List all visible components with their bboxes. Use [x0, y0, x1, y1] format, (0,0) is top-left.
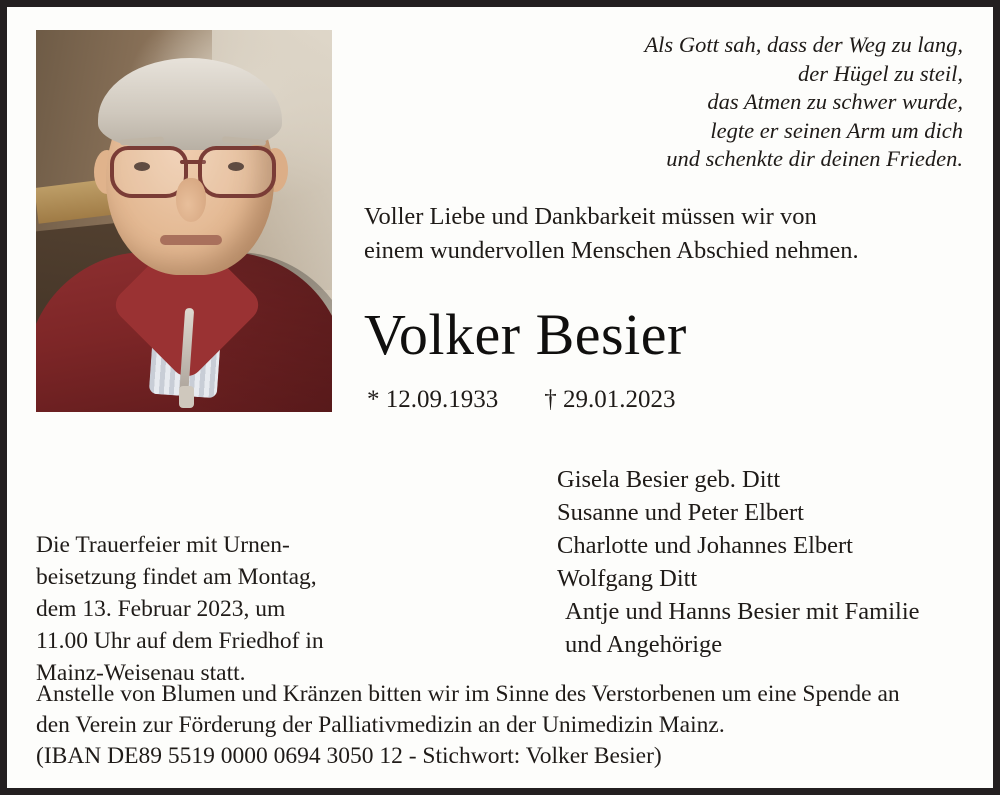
- ceremony-details: [36, 529, 366, 689]
- right-lens: [198, 146, 276, 198]
- survivor-name: Charlotte und Johannes Elbert: [557, 532, 853, 559]
- death-date: † 29.01.2023: [544, 386, 676, 413]
- donation-line: (IBAN DE89 5519 0000 0694 3050 12 - Stichwort: Volker Besier): [36, 743, 662, 769]
- ceremony-line: beisetzung findet am Montag,: [36, 564, 317, 590]
- intro-text: [364, 200, 964, 268]
- nose-shape: [176, 178, 206, 222]
- intro-line: Voller Liebe und Dankbarkeit müssen wir von: [364, 203, 817, 230]
- poem-line: legte er seinen Arm um dich: [710, 117, 963, 143]
- portrait-photo: [36, 30, 332, 412]
- poem-line: der Hügel zu steil,: [798, 60, 963, 86]
- birth-date: * 12.09.1933: [367, 386, 499, 413]
- ceremony-line: dem 13. Februar 2023, um: [36, 596, 286, 622]
- poem-line: das Atmen zu schwer wurde,: [707, 89, 963, 114]
- survivors-list: [557, 463, 987, 661]
- survivor-name: Gisela Besier geb. Ditt: [557, 466, 781, 493]
- survivor-name: Wolfgang Ditt: [557, 565, 698, 592]
- poem-line: Als Gott sah, dass der Weg zu lang,: [644, 32, 963, 57]
- life-dates: [367, 384, 967, 416]
- deceased-name: Volker Besier: [364, 302, 687, 367]
- donation-line: den Verein zur Förderung der Palliativmedizin an der Unimedizin Mainz.: [36, 712, 725, 738]
- survivor-name: und Angehörige: [565, 631, 723, 658]
- poem-line: und schenkte dir deinen Frieden.: [666, 146, 963, 171]
- donation-note: [36, 679, 966, 772]
- mouth-shape: [160, 235, 222, 245]
- survivor-name: Antje und Hanns Besier mit Familie: [565, 598, 920, 625]
- obituary-inner: [7, 7, 993, 788]
- donation-line: Anstelle von Blumen und Kränzen bitten wir im Sinne des Verstorbenen um eine Spende an: [36, 681, 900, 707]
- memorial-poem: [443, 31, 963, 174]
- survivor-name: Susanne und Peter Elbert: [557, 499, 804, 526]
- portrait-image: [36, 30, 332, 412]
- zipper-pull: [179, 386, 194, 408]
- ceremony-line: Die Trauerfeier mit Urnen-: [36, 532, 290, 558]
- ceremony-line: Mainz-Weisenau statt.: [36, 660, 246, 686]
- ceremony-line: 11.00 Uhr auf dem Friedhof in: [36, 628, 324, 654]
- intro-line: einem wundervollen Menschen Abschied nehmen.: [364, 237, 859, 264]
